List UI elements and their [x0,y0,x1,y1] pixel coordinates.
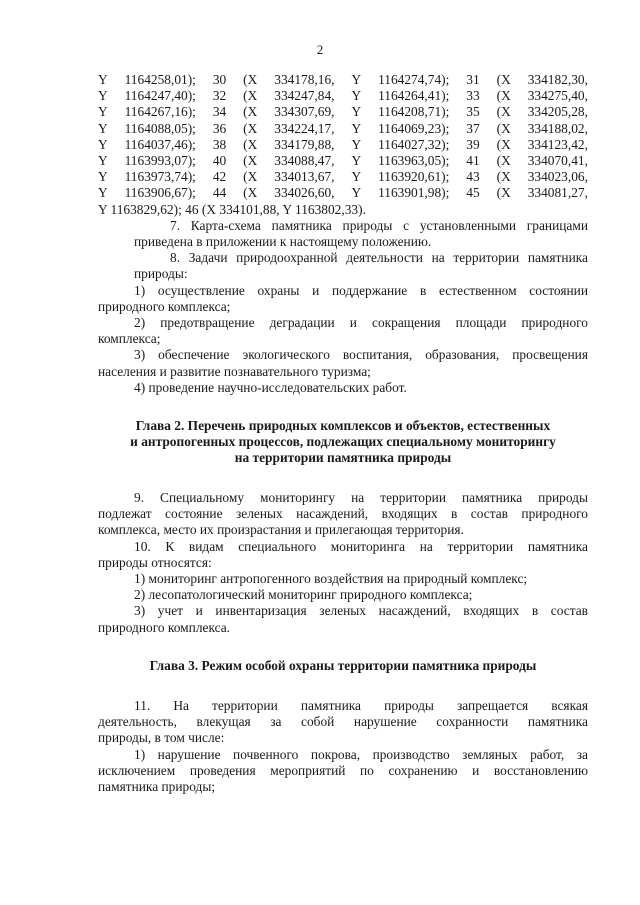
coordinate-cell: 45 [466,185,480,201]
coordinate-cell: Y [351,120,362,136]
list-item [98,603,588,635]
paragraph-10-line-1: 10. К видам специального мониторинга на территории памятника [134,538,588,554]
paragraph-9-line-1: 9. Специальному мониторингу на территории памятника природы [134,490,588,506]
list-item [98,587,588,603]
coordinate-cell: 334188,02, [527,120,588,136]
chapter-2-heading-line-2: и антропогенных процессов, подлежащих специальному мониторингу [130,434,556,450]
coordinate-cell: 334023,06, [527,169,588,185]
paragraph-11 [98,698,588,747]
coordinate-cell: 38 [212,136,227,152]
paragraph-11-line-1: 11. На территории памятника природы запрещается всякая [134,697,588,713]
coordinate-row [98,137,588,153]
paragraph-9 [98,490,588,539]
coordinate-cell: 1164267,16); [124,104,196,120]
coordinate-cell: Y [98,136,108,152]
coordinate-cell: (X [496,120,511,136]
list-item [98,380,588,396]
paragraph-8 [98,250,588,282]
chapter-3-heading: Глава 3. Режим особой охраны территории памятника природы [149,657,537,673]
coordinates-last-line [98,202,588,218]
coordinate-cell: 43 [466,169,480,185]
coordinate-cell: 334307,69, [274,104,335,120]
list-item-line-2: природного комплекса; [98,298,231,314]
coordinate-cell: 334123,42, [527,136,588,152]
paragraph-7-line-1 [98,218,588,234]
coordinate-cell: 1164069,23); [378,120,450,136]
coordinate-cell: (X [243,185,258,201]
list-item [98,347,588,379]
coordinate-row [98,104,588,120]
coordinate-cell: 1164247,40); [124,88,196,104]
list-item-line-1: 1) осуществление охраны и поддержание в естественном состоянии [134,282,588,298]
coordinate-cell: Y [351,72,362,87]
paragraph-11-line-2: деятельность, влекущая за собой нарушение сохранности памятника [98,714,588,730]
coordinate-cell: Y [98,185,108,201]
coordinate-cell: Y [98,72,108,87]
coordinate-cell: 1164264,41); [378,88,450,104]
coordinate-cell: (X [243,153,258,169]
coordinate-cell: (X [496,136,511,152]
paragraph-8-line-2: природы: [134,266,188,282]
spacer [98,674,588,698]
coordinate-row [98,88,588,104]
paragraph-11-item-1-line-2: исключением проведения мероприятий по сохранению и восстановлению [98,762,588,778]
coordinate-row [98,153,588,169]
paragraph-10 [98,539,588,571]
coordinate-cell: 334182,30, [527,72,588,87]
spacer [98,466,588,490]
coordinate-cell: Y [98,153,108,169]
coordinate-cell: (X [496,72,511,87]
coordinate-cell: 1163906,67); [124,185,196,201]
coordinate-cell: 42 [212,169,227,185]
coordinate-cell: (X [243,72,258,87]
coordinates-block [98,72,588,202]
paragraph-9-line-3: комплекса, место их произрастания и прилегающая территория. [98,522,464,538]
list-item-line-1: 2) лесопатологический мониторинг природного комплекса; [134,587,473,603]
coordinate-cell: Y [351,153,362,169]
coordinate-cell: 1164274,74); [378,72,450,87]
coordinate-cell: 334205,28, [527,104,588,120]
coordinate-cell: Y [351,185,362,201]
coordinate-cell: 1164027,32); [378,136,450,152]
list-item [98,283,588,315]
coordinate-cell: 1164037,46); [124,136,196,152]
list-item-line-1: 3) обеспечение экологического воспитания, образования, просвещения [134,347,588,363]
spacer [98,396,588,418]
coordinate-cell: 334179,88, [274,136,335,152]
coordinate-cell: 40 [212,153,227,169]
list-item-line-1: 3) учет и инвентаризация зеленых насаждений, входящих в состав [134,603,588,619]
coordinate-cell: 37 [466,120,480,136]
chapter-2-heading [98,418,588,466]
list-item [98,571,588,587]
coordinate-cell: (X [243,88,258,104]
coordinate-cell: Y [351,104,362,120]
coordinate-cell: 33 [466,88,480,104]
document-body [98,72,588,795]
list-item [98,315,588,347]
coordinate-cell: 32 [212,88,227,104]
coordinate-cell: 1163920,61); [378,169,450,185]
coordinate-row [98,72,588,88]
coordinate-cell: 44 [212,185,227,201]
coordinate-cell: 1164088,05); [124,120,196,136]
paragraph-11-item-1-line-1: 1) нарушение почвенного покрова, производство земляных работ, за [134,746,588,762]
coordinate-cell: (X [243,104,258,120]
paragraph-7 [98,218,588,250]
coordinate-cell: 334088,47, [274,153,335,169]
paragraph-10-line-2: природы относятся: [98,554,212,570]
coordinate-cell: Y [351,88,362,104]
paragraph-8-line-1: 8. Задачи природоохранной деятельности на территории памятника [170,250,588,266]
list-item-line-1: 4) проведение научно-исследовательских работ. [134,379,407,395]
coordinate-cell: Y [351,136,362,152]
coordinate-cell: Y [98,104,108,120]
coordinate-cell: 334070,41, [527,153,588,169]
section1-list [98,283,588,396]
coordinate-cell: 334224,17, [274,120,335,136]
coordinate-cell: Y [98,88,108,104]
coordinate-cell: 334275,40, [527,88,588,104]
list-item-line-2: комплекса; [98,331,161,347]
coordinate-row [98,185,588,201]
coordinate-cell: (X [243,120,258,136]
coordinate-cell: 334178,16, [274,72,335,87]
coordinate-cell: 1163963,05); [378,153,450,169]
coordinate-cell: 334247,84, [274,88,335,104]
coordinate-cell: (X [243,136,258,152]
page-number: 2 [316,42,324,57]
coordinate-cell: 1163993,07); [124,153,196,169]
coordinate-cell: 334081,27, [527,185,588,201]
coordinate-cell: Y [351,169,362,185]
paragraph-11-line-3: природы, в том числе: [98,730,225,746]
coordinate-cell: 1163901,98); [378,185,450,201]
coordinates-last-line-text: Y 1163829,62); 46 (X 334101,88, Y 1163802,33). [98,201,366,217]
coordinate-cell: 41 [466,153,480,169]
coordinate-cell: 1164258,01); [124,72,196,87]
coordinate-cell: 30 [212,72,227,87]
paragraph-11-item-1-line-3: памятника природы; [98,778,216,794]
paragraph-7-line-2: приведена в приложении к настоящему положению. [134,234,432,250]
coordinate-row [98,121,588,137]
coordinate-cell: (X [496,185,511,201]
paragraph-9-line-2: подлежат состояние зеленых насаждений, входящих в состав природного [98,506,588,522]
coordinate-cell: 34 [212,104,227,120]
coordinate-cell: Y [98,169,108,185]
coordinate-row [98,169,588,185]
coordinate-cell: 36 [212,120,227,136]
coordinate-cell: (X [496,88,511,104]
list-item-line-2: населения и развитие познавательного туризма; [98,363,371,379]
spacer [98,636,588,658]
coordinate-cell: 35 [466,104,480,120]
coordinate-cell: 334026,60, [274,185,335,201]
list-item-line-2: природного комплекса. [98,619,231,635]
paragraph-7-text-1: 7. Карта-схема памятника природы с установленными границами [170,217,588,233]
chapter-2-heading-line-3: на территории памятника природы [234,450,452,466]
coordinate-cell: (X [496,104,511,120]
list-item-line-1: 2) предотвращение деградации и сокращения площади природного [134,315,588,331]
chapter2-list [98,571,588,636]
coordinate-cell: 1163973,74); [124,169,196,185]
coordinate-cell: (X [496,169,511,185]
coordinate-cell: (X [496,153,511,169]
coordinate-cell: 39 [466,136,480,152]
coordinate-cell: 334013,67, [274,169,335,185]
paragraph-11-item-1 [98,747,588,796]
coordinate-cell: 31 [466,72,480,87]
coordinate-cell: Y [98,120,108,136]
chapter-2-heading-line-1: Глава 2. Перечень природных комплексов и объектов, естественных [135,418,551,434]
coordinate-cell: (X [243,169,258,185]
list-item-line-1: 1) мониторинг антропогенного воздействия на природный комплекс; [134,571,528,587]
coordinate-cell: 1164208,71); [378,104,450,120]
